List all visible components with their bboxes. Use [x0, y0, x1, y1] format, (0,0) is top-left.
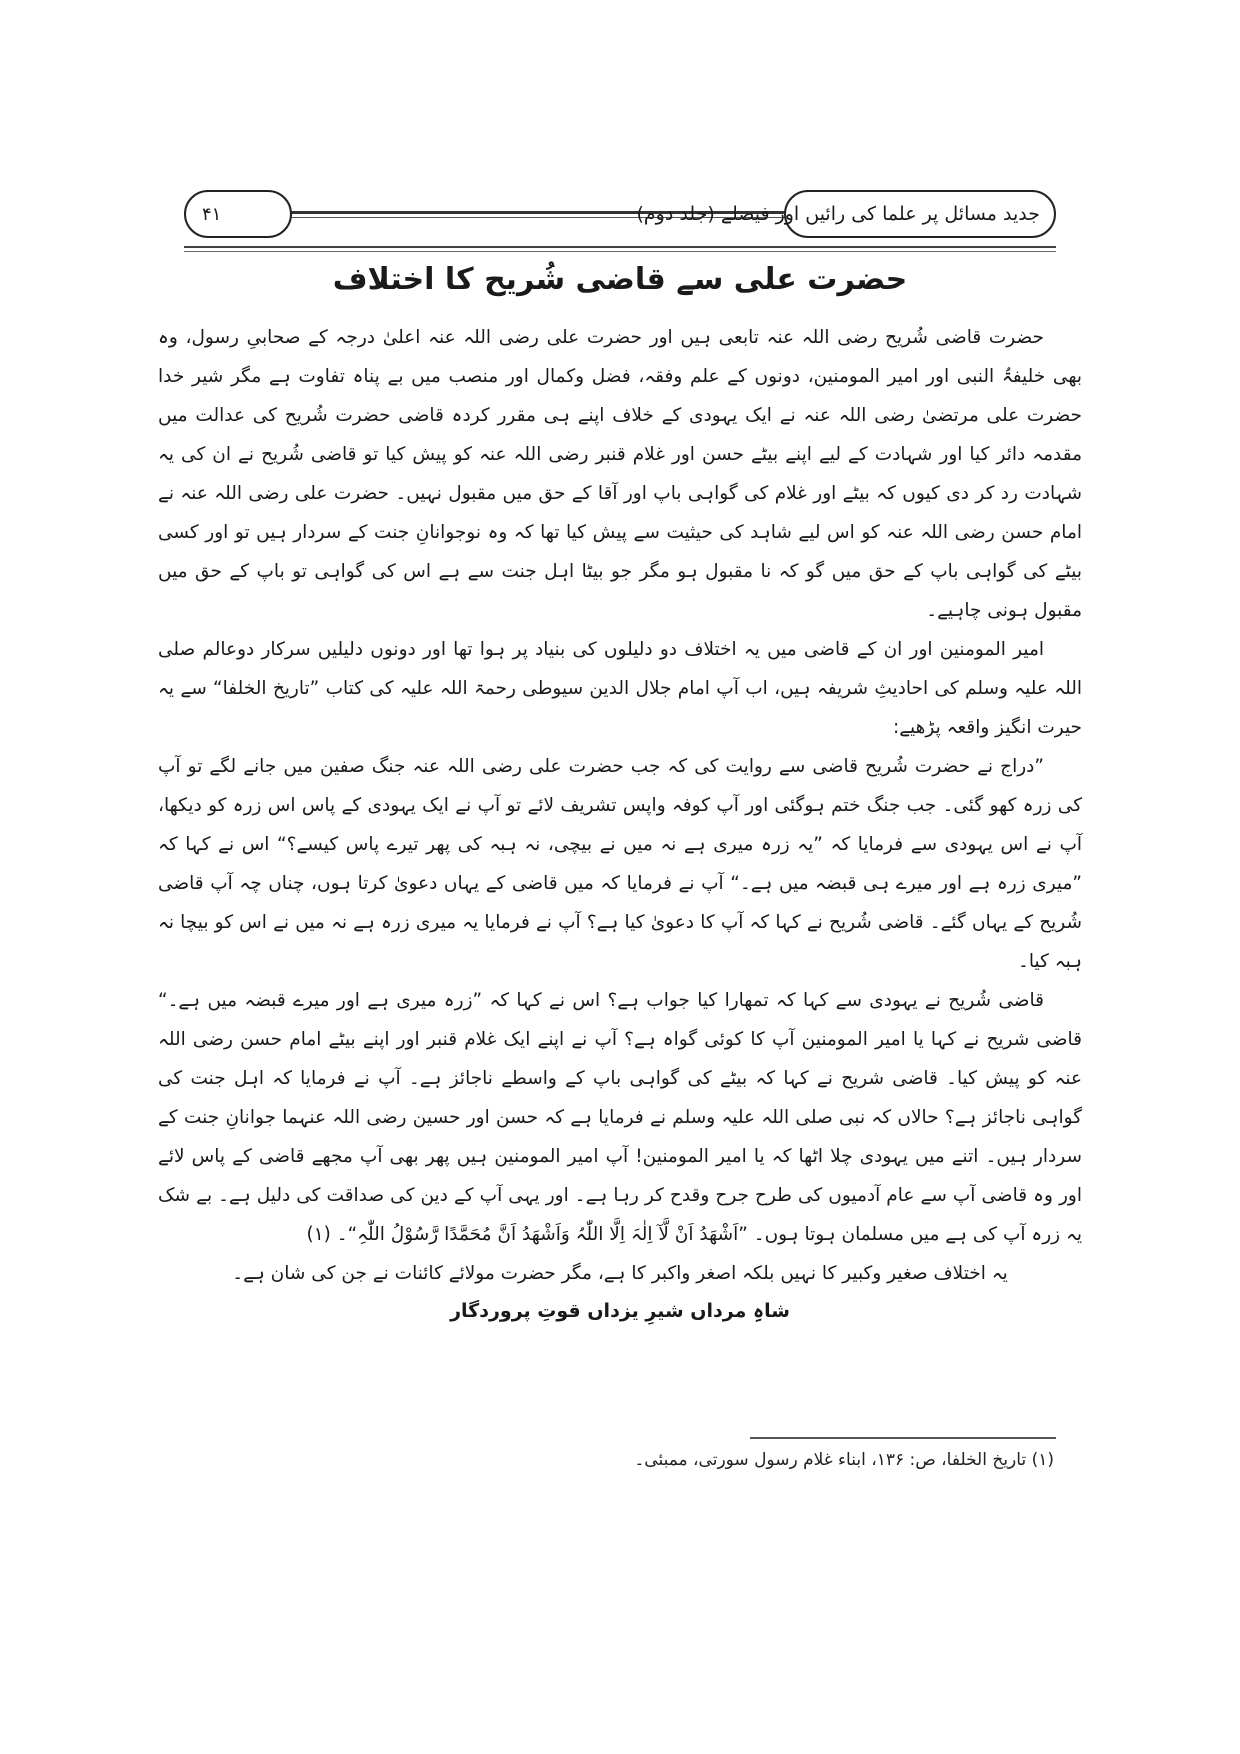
- paragraph-3-quote: ”دراج نے حضرت شُریح قاضی سے روایت کی کہ جب حضرت علی رضی اللہ عنہ جنگ صفین میں جانے لگے تو آپ کی زرہ کھو گئی۔ جب جنگ ختم ہوگئی اور آپ کوفہ واپس تشریف لائے تو آپ نے ایک یہودی کے پاس اس زرہ کو دیکھا، آپ نے اس یہودی سے فرمایا کہ ”یہ زرہ میری ہے نہ میں نے بیچی، نہ ہبہ کی پھر تیرے پاس کیسے؟“ اس نے کہا کہ ”میری زرہ ہے اور میرے ہی قبضہ میں ہے۔“ آپ نے فرمایا کہ میں قاضی کے یہاں دعویٰ کرتا ہوں، چناں چہ آپ قاضی شُریح کے یہاں گئے۔ قاضی شُریح نے کہا کہ آپ کا دعویٰ کیا ہے؟ آپ نے فرمایا یہ میری زرہ ہے نہ میں نے اس کو بیچا نہ ہبہ کیا۔: [158, 756, 1082, 972]
- footnote-separator: [750, 1437, 1056, 1439]
- paragraph-1: حضرت قاضی شُریح رضی اللہ عنہ تابعی ہیں اور حضرت علی رضی اللہ عنہ اعلیٰ درجہ کے صحابیِ رسول، وہ بھی خلیفۃُ النبی اور امیر المومنین، دونوں کے علم وفقہ، فضل وکمال اور منصب میں بے پناہ تفاوت ہے مگر شیر خدا حضرت علی مرتضیٰ رضی اللہ عنہ نے ایک یہودی کے خلاف اپنے ہی مقرر کردہ قاضی حضرت شُریح کی عدالت میں مقدمہ دائر کیا اور شہادت کے لیے اپنے بیٹے حسن اور غلام قنبر رضی اللہ عنہ کو پیش کیا تو قاضی شُریح نے ان کی یہ شہادت رد کر دی کیوں کہ بیٹے اور غلام کی گواہی باپ اور آقا کے حق میں مقبول نہیں۔ حضرت علی رضی اللہ عنہ نے امام حسن رضی اللہ عنہ کو اس لیے شاہد کی حیثیت سے پیش کیا تھا کہ وہ نوجوانانِ جنت کے سردار ہیں تو اور کسی بیٹے کی گواہی باپ کے حق میں گو کہ نا مقبول ہو مگر جو بیٹا اہل جنت سے ہے اس کی گواہی تو باپ کے حق میں مقبول ہونی چاہیے۔: [158, 327, 1082, 621]
- header-double-rule: [184, 246, 1056, 252]
- book-title: جدید مسائل پر علما کی رائیں اور فیصلے (جلد دوم): [636, 203, 1040, 225]
- footnote: (۱) تاریخ الخلفا، ص: ۱۳۶، ابناء غلام رسول سورتی، ممبئی۔: [634, 1450, 1054, 1470]
- book-title-frame: [636, 190, 1056, 238]
- body-text: [158, 318, 1082, 1329]
- paragraph-4-quote: قاضی شُریح نے یہودی سے کہا کہ تمھارا کیا جواب ہے؟ اس نے کہا کہ ”زرہ میری ہے اور میرے قبضہ میں ہے۔“ قاضی شریح نے کہا یا امیر المومنین آپ کا کوئی گواہ ہے؟ آپ نے اپنے ایک غلام قنبر اور اپنے بیٹے امام حسن رضی اللہ عنہ کو پیش کیا۔ قاضی شریح نے کہا کہ بیٹے کی گواہی باپ کے واسطے ناجائز ہے۔ آپ نے فرمایا کہ اہل جنت کی گواہی ناجائز ہے؟ حالاں کہ نبی صلی اللہ علیہ وسلم نے فرمایا ہے کہ حسن اور حسین رضی اللہ عنہما جوانانِ جنت کے سردار ہیں۔ اتنے میں یہودی چلا اٹھا کہ یا امیر المومنین! آپ امیر المومنین ہیں پھر بھی آپ مجھے قاضی کے پاس لائے اور وہ قاضی آپ سے عام آدمیوں کی طرح جرح وقدح کر رہا ہے۔ اور یہی آپ کے دین کی صداقت کی دلیل ہے۔ بے شک یہ زرہ آپ کی ہے میں مسلمان ہوتا ہوں۔ ”اَشْھَدُ اَنْ لَّآ اِلٰہَ اِلَّا اللّٰہُ وَاَشْھَدُ اَنَّ مُحَمَّدًا رَّسُوْلُ اللّٰہِ“۔ (۱): [158, 990, 1082, 1245]
- page-number: ۴۱: [202, 203, 222, 225]
- page-number-frame: [184, 190, 292, 238]
- page-header: [184, 190, 1056, 254]
- poetry-verse: شاہِ مرداں شیرِ یزداں قوتِ پروردگار: [450, 1300, 790, 1322]
- paragraph-2: امیر المومنین اور ان کے قاضی میں یہ اختلاف دو دلیلوں کی بنیاد پر ہوا تھا اور دونوں دلیلیں سرکار دوعالم صلی اللہ علیہ وسلم کی احادیثِ شریفہ ہیں، اب آپ امام جلال الدین سیوطی رحمۃ اللہ علیہ کی کتاب ”تاریخ الخلفا“ سے یہ حیرت انگیز واقعہ پڑھیے:: [158, 639, 1082, 738]
- paragraph-5: یہ اختلاف صغیر وکبیر کا نہیں بلکہ اصغر واکبر کا ہے، مگر حضرت مولائے کائنات نے جن کی شان ہے۔: [232, 1263, 1008, 1284]
- section-title: حضرت علی سے قاضی شُریح کا اختلاف: [332, 262, 908, 297]
